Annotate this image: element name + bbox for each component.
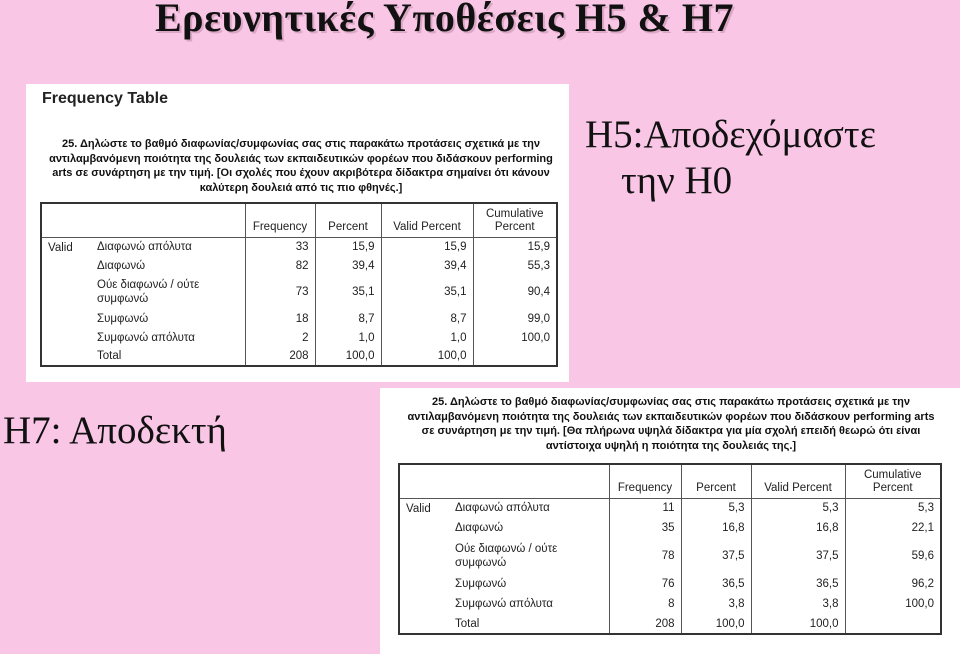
table-header-row bbox=[41, 203, 557, 237]
row-label: Συμφωνώ απόλυτα bbox=[455, 598, 553, 610]
frequency-table-h5-panel bbox=[26, 84, 569, 382]
cell-valid-percent: 15,9 bbox=[381, 237, 473, 256]
column-header-cumulative-percent: Cumulative Percent bbox=[845, 464, 941, 498]
cell-frequency: 8 bbox=[609, 594, 681, 614]
cell-cumulative-percent: 96,2 bbox=[845, 574, 941, 594]
table-row bbox=[41, 256, 557, 275]
valid-spacer bbox=[399, 538, 449, 574]
cell-cumulative-percent: 99,0 bbox=[473, 309, 557, 328]
row-label: Διαφωνώ απόλυτα bbox=[455, 502, 550, 515]
cell-percent: 5,3 bbox=[681, 498, 751, 518]
table-row bbox=[41, 275, 557, 309]
header-blank bbox=[449, 464, 609, 498]
valid-label: Valid bbox=[48, 241, 73, 254]
cell-valid-percent: 3,8 bbox=[751, 594, 845, 614]
column-header-valid-percent: Valid Percent bbox=[381, 203, 473, 237]
table-row bbox=[399, 518, 941, 538]
cell-frequency: 76 bbox=[609, 574, 681, 594]
valid-spacer bbox=[41, 256, 91, 275]
header-blank bbox=[399, 464, 449, 498]
cell-cumulative-percent: 59,6 bbox=[845, 538, 941, 574]
cell-valid-percent: 16,8 bbox=[751, 518, 845, 538]
cell-cumulative-percent: 100,0 bbox=[845, 594, 941, 614]
cell-valid-percent: 100,0 bbox=[381, 347, 473, 366]
cell-percent: 39,4 bbox=[315, 256, 381, 275]
table-row-total bbox=[399, 614, 941, 634]
cell-frequency: 73 bbox=[245, 275, 315, 309]
column-header-frequency: Frequency bbox=[609, 464, 681, 498]
cell-frequency: 208 bbox=[609, 614, 681, 634]
cell-frequency: 11 bbox=[609, 498, 681, 518]
row-label: Ούε διαφωνώ / ούτε συμφωνώ bbox=[455, 543, 558, 569]
frequency-table-h7 bbox=[398, 463, 942, 635]
cell-percent: 100,0 bbox=[315, 347, 381, 366]
frequency-table-h7-panel bbox=[380, 388, 960, 654]
valid-spacer bbox=[41, 275, 91, 309]
cell-valid-percent: 5,3 bbox=[751, 498, 845, 518]
column-header-frequency: Frequency bbox=[245, 203, 315, 237]
cell-percent: 15,9 bbox=[315, 237, 381, 256]
cell-percent: 37,5 bbox=[681, 538, 751, 574]
cell-percent: 3,8 bbox=[681, 594, 751, 614]
cell-cumulative-percent bbox=[845, 614, 941, 634]
valid-spacer bbox=[41, 328, 91, 347]
cell-frequency: 18 bbox=[245, 309, 315, 328]
header-blank bbox=[91, 203, 245, 237]
table-row bbox=[399, 538, 941, 574]
cell-cumulative-percent: 100,0 bbox=[473, 328, 557, 347]
question-text-h7: 25. Δηλώστε το βαθμό διαφωνίας/συμφωνίας σας στις παρακάτω προτάσεις σχετικά με την αντιλαμβανόμενη ποιότητα της δουλειάς των εκπαιδευτικών φορέων που διδάσκουν performing arts σε συνάρτηση με την τιμή. [Θα πλήρωνα υψηλά δίδακτρα για μία σχολή επειδή θεωρώ ότι είναι αντίστοιχα υψηλή η ποιότητα της δουλειάς της.] bbox=[407, 396, 935, 452]
frequency-table-heading: Frequency Table bbox=[42, 90, 168, 107]
valid-spacer bbox=[399, 574, 449, 594]
cell-cumulative-percent: 90,4 bbox=[473, 275, 557, 309]
h5-conclusion-line2: την Η0 bbox=[621, 159, 733, 202]
table-row bbox=[399, 594, 941, 614]
cell-frequency: 33 bbox=[245, 237, 315, 256]
row-label: Total bbox=[97, 350, 122, 362]
valid-spacer bbox=[41, 309, 91, 328]
cell-percent: 36,5 bbox=[681, 574, 751, 594]
cell-percent: 100,0 bbox=[681, 614, 751, 634]
table-row bbox=[41, 328, 557, 347]
table-row bbox=[399, 498, 941, 518]
cell-cumulative-percent bbox=[473, 347, 557, 366]
cell-valid-percent: 36,5 bbox=[751, 574, 845, 594]
table-row bbox=[41, 237, 557, 256]
h5-conclusion-line1: Η5:Αποδεχόμαστε bbox=[585, 113, 876, 156]
row-label: Ούε διαφωνώ / ούτε συμφωνώ bbox=[97, 279, 200, 305]
row-label: Διαφωνώ bbox=[455, 522, 504, 534]
column-header-valid-percent: Valid Percent bbox=[751, 464, 845, 498]
column-header-percent: Percent bbox=[681, 464, 751, 498]
cell-frequency: 35 bbox=[609, 518, 681, 538]
valid-spacer bbox=[399, 594, 449, 614]
h5-conclusion bbox=[585, 112, 876, 204]
cell-cumulative-percent: 55,3 bbox=[473, 256, 557, 275]
column-header-cumulative-percent: Cumulative Percent bbox=[473, 203, 557, 237]
cell-frequency: 208 bbox=[245, 347, 315, 366]
cell-cumulative-percent: 5,3 bbox=[845, 498, 941, 518]
table-header-row bbox=[399, 464, 941, 498]
cell-frequency: 2 bbox=[245, 328, 315, 347]
cell-valid-percent: 100,0 bbox=[751, 614, 845, 634]
cell-valid-percent: 8,7 bbox=[381, 309, 473, 328]
cell-frequency: 78 bbox=[609, 538, 681, 574]
valid-spacer bbox=[399, 614, 449, 634]
cell-cumulative-percent: 22,1 bbox=[845, 518, 941, 538]
table-row-total bbox=[41, 347, 557, 366]
slide-title: Ερευνητικές Υποθέσεις Η5 & Η7 bbox=[155, 0, 734, 40]
valid-label: Valid bbox=[406, 502, 431, 515]
question-text-h5: 25. Δηλώστε το βαθμό διαφωνίας/συμφωνίας σας στις παρακάτω προτάσεις σχετικά με την αντιλαμβανόμενη ποιότητα της δουλειάς των εκπαιδευτικών φορέων που διδάσκουν performing arts σε συνάρτηση με την τιμή. [Οι σχολές που έχουν ακριβότερα δίδακτρα σημαίνει ότι κάνουν καλύτερη δουλειά από τις πιο φθηνές.] bbox=[49, 138, 553, 194]
table-row bbox=[41, 309, 557, 328]
cell-percent: 16,8 bbox=[681, 518, 751, 538]
valid-spacer bbox=[399, 518, 449, 538]
column-header-percent: Percent bbox=[315, 203, 381, 237]
cell-cumulative-percent: 15,9 bbox=[473, 237, 557, 256]
row-label: Διαφωνώ απόλυτα bbox=[97, 240, 192, 253]
row-label: Συμφωνώ απόλυτα bbox=[97, 331, 195, 344]
cell-percent: 35,1 bbox=[315, 275, 381, 309]
table-row bbox=[399, 574, 941, 594]
cell-frequency: 82 bbox=[245, 256, 315, 275]
row-label: Total bbox=[455, 617, 480, 630]
cell-percent: 8,7 bbox=[315, 309, 381, 328]
row-label: Διαφωνώ bbox=[97, 259, 146, 272]
frequency-table-h5 bbox=[40, 202, 558, 367]
row-label: Συμφωνώ bbox=[97, 312, 149, 325]
header-blank bbox=[41, 203, 91, 237]
cell-percent: 1,0 bbox=[315, 328, 381, 347]
cell-valid-percent: 35,1 bbox=[381, 275, 473, 309]
valid-spacer bbox=[41, 347, 91, 366]
row-label: Συμφωνώ bbox=[455, 578, 507, 590]
cell-valid-percent: 39,4 bbox=[381, 256, 473, 275]
h7-conclusion: Η7: Αποδεκτή bbox=[3, 409, 227, 452]
cell-valid-percent: 37,5 bbox=[751, 538, 845, 574]
cell-valid-percent: 1,0 bbox=[381, 328, 473, 347]
